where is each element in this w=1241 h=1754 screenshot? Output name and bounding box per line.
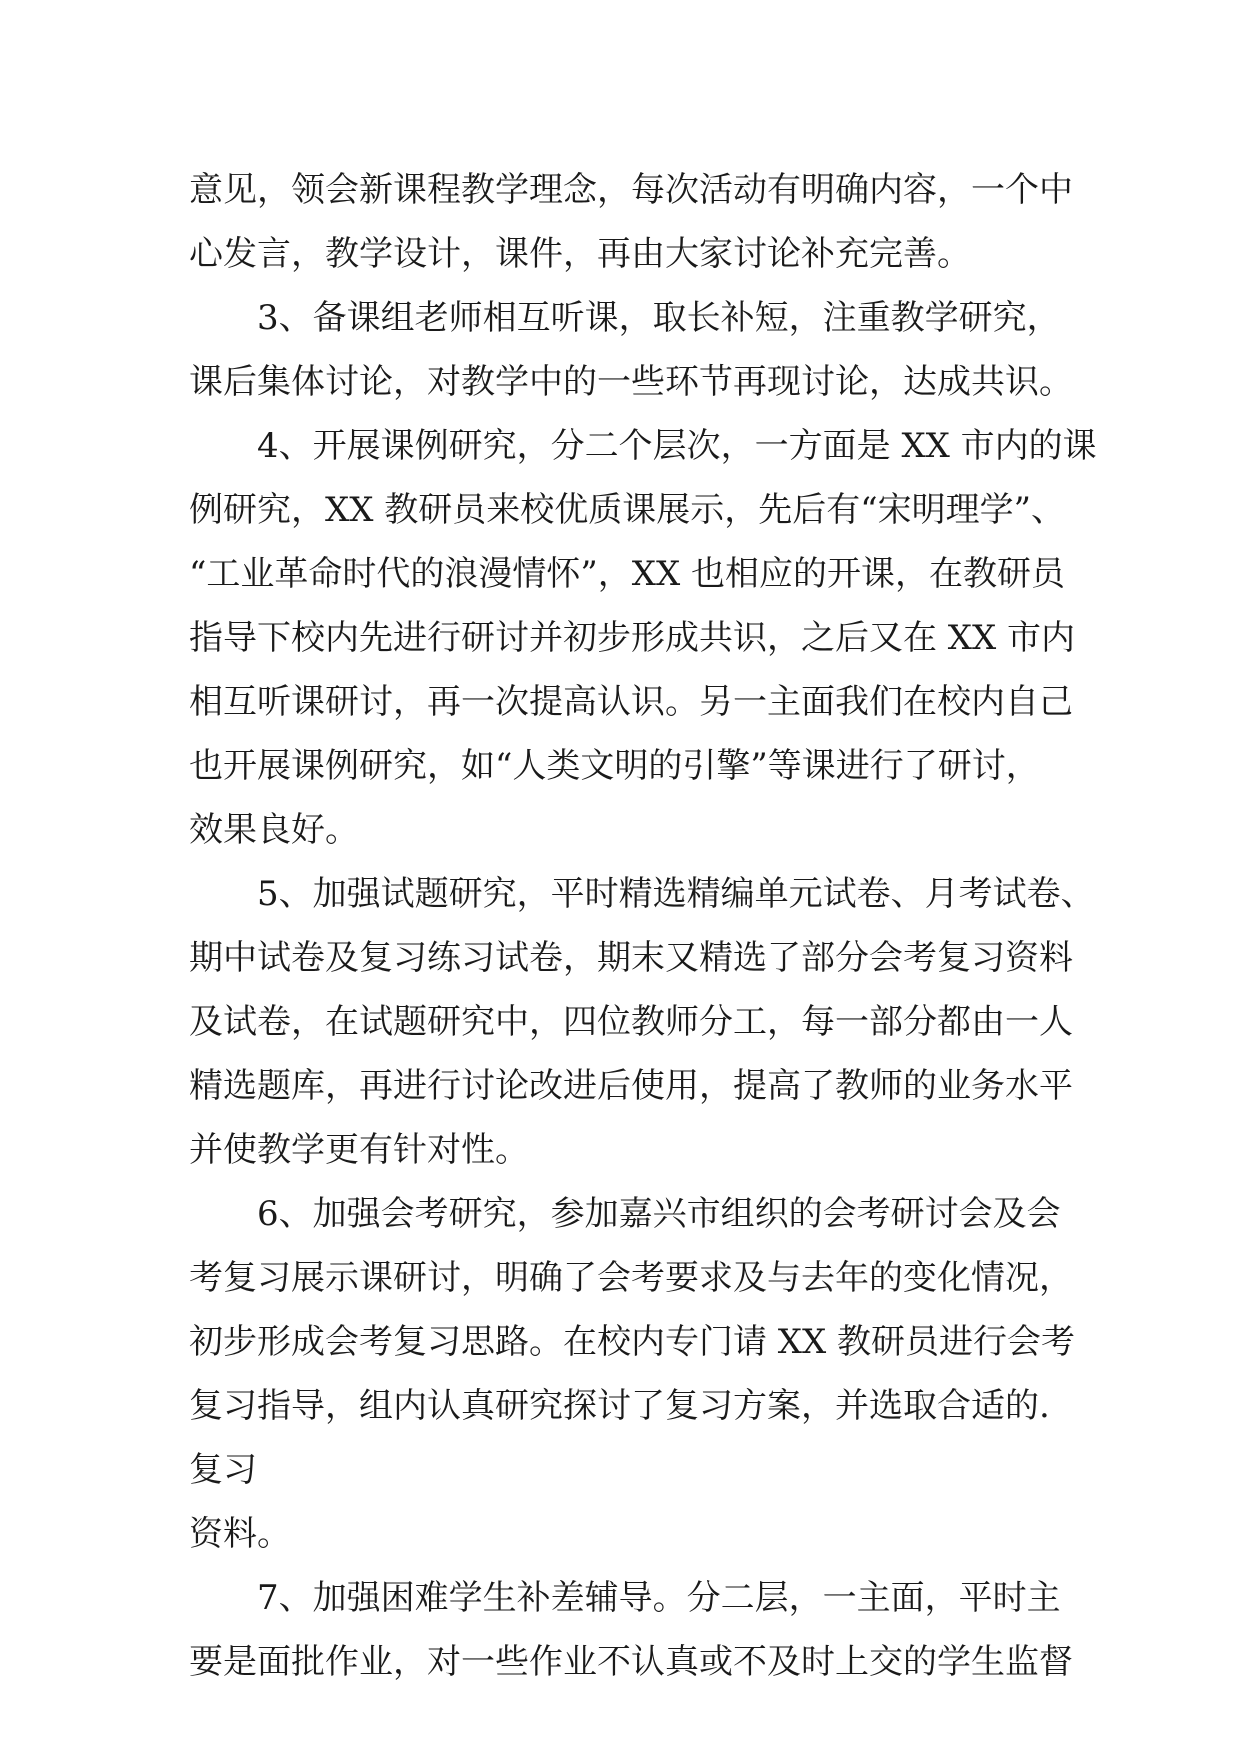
text-line: 复习 [189,1450,257,1490]
text-line: 效果良好。 [189,810,359,850]
paragraph-start-line: 5、加强试题研究，平时精选精编单元试卷、月考试卷、 [257,874,1095,914]
text-line: 课后集体讨论，对教学中的一些环节再现讨论，达成共识。 [189,362,1073,402]
text-line: 例研究，XX 教研员来校优质课展示，先后有“宋明理学”、 [189,490,1065,530]
text-line: 并使教学更有针对性。 [189,1130,529,1170]
text-line: 意见，领会新课程教学理念，每次活动有明确内容，一个中 [189,170,1073,210]
text-line: 考复习展示课研讨，明确了会考要求及与去年的变化情况， [189,1258,1073,1298]
text-line: 初步形成会考复习思路。在校内专门请 XX 教研员进行会考 [189,1322,1076,1362]
text-line: “工业革命时代的浪漫情怀”，XX 也相应的开课，在教研员 [189,554,1065,594]
text-line: 复习指导，组内认真研究探讨了复习方案，并选取合适的. [189,1386,1050,1426]
text-line: 要是面批作业，对一些作业不认真或不及时上交的学生监督 [189,1642,1073,1682]
text-line: 相互听课研讨，再一次提高认识。另一主面我们在校内自己 [189,682,1073,722]
document-body [189,158,1097,1694]
text-line: 精选题库，再进行讨论改进后使用，提高了教师的业务水平 [189,1066,1073,1106]
paragraph-start-line: 4、开展课例研究，分二个层次，一方面是 XX 市内的课 [257,426,1097,466]
paragraph-start-line: 6、加强会考研究，参加嘉兴市组织的会考研讨会及会 [257,1194,1061,1234]
text-line: 及试卷，在试题研究中，四位教师分工，每一部分都由一人 [189,1002,1073,1042]
text-line: 指导下校内先进行研讨并初步形成共识，之后又在 XX 市内 [189,618,1076,658]
text-line: 期中试卷及复习练习试卷，期末又精选了部分会考复习资料 [189,938,1073,978]
paragraph-start-line: 3、备课组老师相互听课，取长补短，注重教学研究， [257,298,1061,338]
text-line: 也开展课例研究，如“人类文明的引擎”等课进行了研讨， [189,746,1040,786]
paragraph-start-line: 7、加强困难学生补差辅导。分二层，一主面，平时主 [257,1578,1061,1618]
text-line: 心发言，教学设计，课件，再由大家讨论补充完善。 [189,234,971,274]
text-line: 资料。 [189,1514,291,1554]
